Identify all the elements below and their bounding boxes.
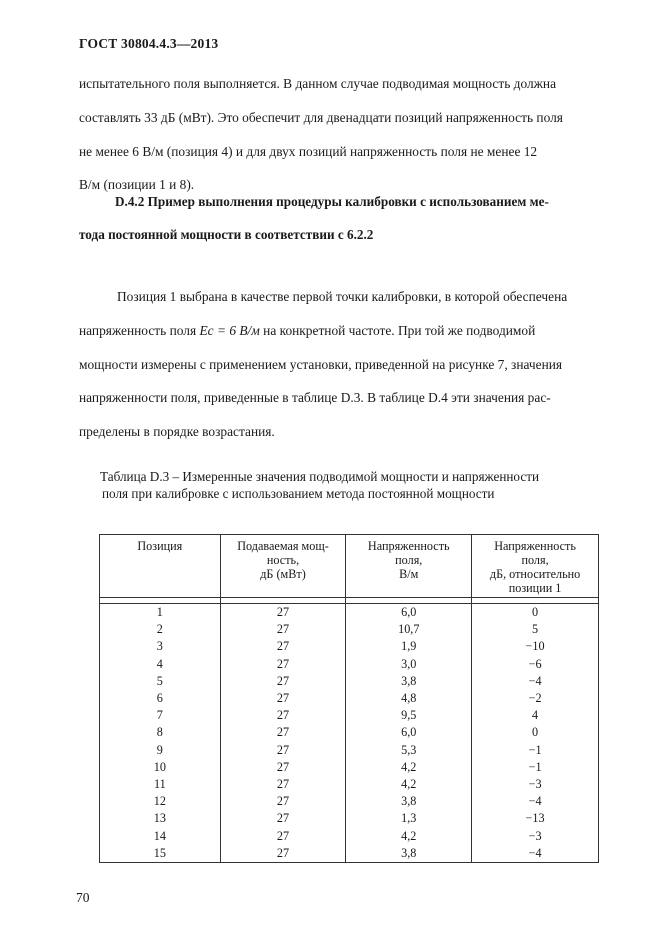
- table-cell: 27: [220, 638, 346, 655]
- page-number: 70: [76, 890, 90, 905]
- column-header-line: В/м: [399, 567, 419, 581]
- column-header: [346, 535, 472, 598]
- text-span: на конкретной частоте. При той же подводимой: [259, 322, 536, 338]
- table-row: [100, 638, 599, 655]
- table-cell: 27: [220, 810, 346, 827]
- table-cell: 14: [100, 827, 221, 844]
- column-header: [472, 535, 599, 598]
- paragraph-line: пределены в порядке возрастания.: [79, 424, 275, 440]
- table-cell: 6,0: [346, 724, 472, 741]
- column-header-line: Подаваемая мощ-: [237, 539, 329, 553]
- table-cell: 4: [100, 656, 221, 673]
- column-header-line: позиции 1: [508, 581, 562, 595]
- table-caption: [100, 468, 600, 502]
- table-cell: 5: [472, 621, 599, 638]
- table-cell: 1,3: [346, 810, 472, 827]
- paragraph-line: Позиция 1 выбрана в качестве первой точки калибровки, в которой обеспечена: [117, 289, 568, 304]
- table-row: [100, 845, 599, 863]
- table-cell: −4: [472, 673, 599, 690]
- document-header: ГОСТ 30804.4.3—2013: [79, 36, 219, 51]
- table-cell: 8: [100, 724, 221, 741]
- section-heading-line: D.4.2 Пример выполнения процедуры калибровки с использованием ме-: [115, 194, 549, 209]
- table-cell: 6,0: [346, 604, 472, 622]
- table-cell: −1: [472, 742, 599, 759]
- table-cell: 4,8: [346, 690, 472, 707]
- column-header-line: Напряженность: [494, 539, 576, 553]
- table-cell: 3: [100, 638, 221, 655]
- table-cell: 27: [220, 604, 346, 622]
- table-cell: −10: [472, 638, 599, 655]
- calibration-table: [99, 534, 599, 863]
- table-cell: 5: [100, 673, 221, 690]
- paragraph-line: [79, 314, 612, 348]
- table-row: [100, 707, 599, 724]
- table-cell: 27: [220, 707, 346, 724]
- table-cell: 6: [100, 690, 221, 707]
- paragraph-power-requirement: [79, 67, 612, 202]
- table-cell: 1: [100, 604, 221, 622]
- table-cell: 27: [220, 742, 346, 759]
- table-cell: 27: [220, 759, 346, 776]
- table-cell: 27: [220, 690, 346, 707]
- table-cell: 4,2: [346, 827, 472, 844]
- table-cell: 0: [472, 604, 599, 622]
- table-row: [100, 656, 599, 673]
- table-cell: 5,3: [346, 742, 472, 759]
- table-caption-line: поля при калибровке с использованием метода постоянной мощности: [102, 486, 495, 501]
- table-row: [100, 604, 599, 622]
- table-cell: 9,5: [346, 707, 472, 724]
- table-cell: 3,8: [346, 673, 472, 690]
- table-cell: 27: [220, 621, 346, 638]
- table-cell: 12: [100, 793, 221, 810]
- table-cell: 15: [100, 845, 221, 863]
- column-header-line: Позиция: [137, 539, 183, 553]
- table-cell: 3,8: [346, 845, 472, 863]
- table-cell: 4,2: [346, 776, 472, 793]
- table-row: [100, 759, 599, 776]
- table-cell: 4: [472, 707, 599, 724]
- table-cell: 27: [220, 656, 346, 673]
- table-row: [100, 690, 599, 707]
- table-row: [100, 724, 599, 741]
- table-row: [100, 827, 599, 844]
- table-row: [100, 742, 599, 759]
- table-cell: −3: [472, 776, 599, 793]
- table-body: [100, 598, 599, 863]
- paragraph-line: мощности измерены с применением установки, приведенной на рисунке 7, значения: [79, 356, 563, 372]
- table-cell: 27: [220, 776, 346, 793]
- column-header: [100, 535, 221, 598]
- table-cell: −2: [472, 690, 599, 707]
- table-row: [100, 793, 599, 810]
- paragraph-line: составлять 33 дБ (мВт). Это обеспечит для двенадцати позиций напряженность поля: [79, 109, 563, 125]
- table-cell: 3,8: [346, 793, 472, 810]
- table-row: [100, 621, 599, 638]
- table-cell: 3,0: [346, 656, 472, 673]
- field-strength-formula: Eс = 6 В/м: [199, 322, 260, 338]
- table-cell: 4,2: [346, 759, 472, 776]
- text-span: напряженность поля: [79, 322, 200, 338]
- table-caption-line: Таблица D.3 – Измеренные значения подводимой мощности и напряженности: [100, 469, 540, 484]
- table-cell: −3: [472, 827, 599, 844]
- section-heading: [79, 185, 612, 251]
- table-row: [100, 673, 599, 690]
- column-header-line: поля,: [395, 553, 423, 567]
- table-cell: 27: [220, 724, 346, 741]
- table-cell: 11: [100, 776, 221, 793]
- table-cell: 7: [100, 707, 221, 724]
- table-cell: 27: [220, 673, 346, 690]
- table-row: [100, 776, 599, 793]
- table-header-row: [100, 535, 599, 598]
- table-cell: 0: [472, 724, 599, 741]
- table-cell: −13: [472, 810, 599, 827]
- table-cell: 10,7: [346, 621, 472, 638]
- column-header: [220, 535, 346, 598]
- table-cell: 1,9: [346, 638, 472, 655]
- table-cell: 10: [100, 759, 221, 776]
- table-cell: 13: [100, 810, 221, 827]
- table-cell: −4: [472, 793, 599, 810]
- paragraph-line: напряженности поля, приведенные в таблице D.3. В таблице D.4 эти значения рас-: [79, 390, 551, 406]
- column-header-line: Напряженность: [367, 539, 450, 553]
- table-cell: 27: [220, 845, 346, 863]
- table-cell: 9: [100, 742, 221, 759]
- table-row: [100, 810, 599, 827]
- column-header-line: дБ, относительно: [489, 567, 581, 581]
- table-cell: 27: [220, 793, 346, 810]
- table-cell: −1: [472, 759, 599, 776]
- paragraph-line: В/м (позиции 1 и 8).: [79, 177, 195, 193]
- paragraph-calibration-example: [79, 280, 612, 449]
- paragraph-line: испытательного поля выполняется. В данном случае подводимая мощность должна: [79, 76, 557, 91]
- table-cell: −6: [472, 656, 599, 673]
- column-header-line: поля,: [521, 553, 549, 567]
- section-heading-line: тода постоянной мощности в соответствии с 6.2.2: [79, 227, 374, 242]
- paragraph-line: не менее 6 В/м (позиция 4) и для двух позиций напряженность поля не менее 12: [79, 143, 538, 159]
- table-cell: −4: [472, 845, 599, 863]
- column-header-line: ность,: [266, 553, 300, 567]
- table-cell: 27: [220, 827, 346, 844]
- table-cell: 2: [100, 621, 221, 638]
- column-header-line: дБ (мВт): [260, 567, 306, 581]
